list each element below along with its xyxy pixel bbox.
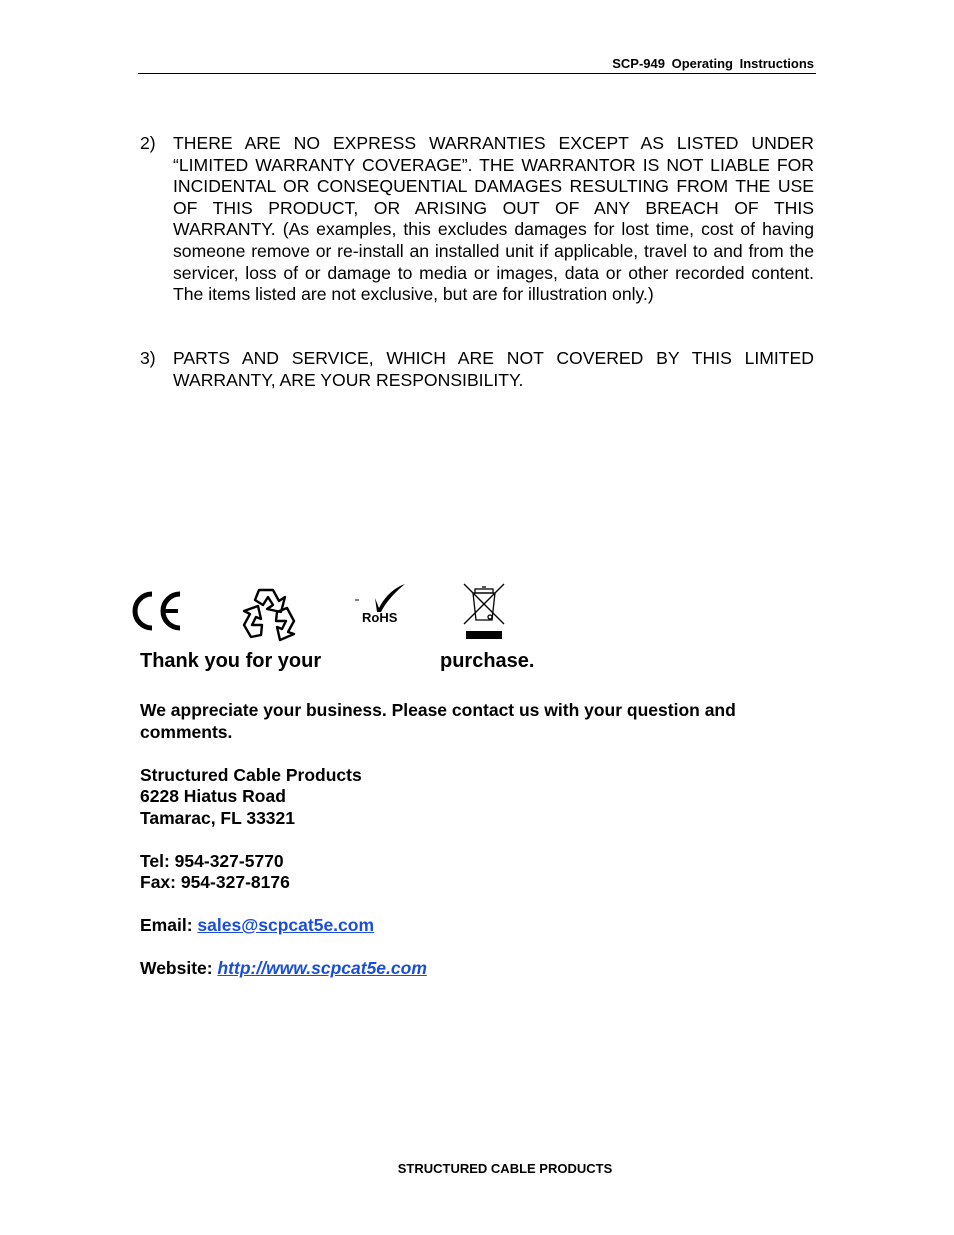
email-label: Email: — [140, 915, 193, 935]
thanks-text-part2: purchase. — [440, 650, 535, 672]
item-text: PARTS AND SERVICE, WHICH ARE NOT COVERED BY THIS LIMITED WARRANTY, ARE YOUR RESPONSIBILITY. — [173, 348, 814, 390]
ce-mark-icon — [128, 588, 188, 634]
fax-text: Fax: 954-327-8176 — [140, 872, 290, 892]
appreciation-text: We appreciate your business. Please contact us with your question and comments. — [140, 700, 736, 742]
company-name: Structured Cable Products — [140, 765, 362, 785]
email-line — [140, 915, 820, 937]
item-number: 3) — [140, 348, 156, 368]
item-number: 2) — [140, 133, 156, 153]
footer-text: STRUCTURED CABLE PRODUCTS — [397, 1161, 613, 1176]
thanks-text-part1: Thank you for your — [140, 650, 322, 672]
warranty-item — [140, 348, 814, 391]
recycle-icon — [237, 584, 301, 644]
email-link[interactable]: sales@scpcat5e.com — [197, 915, 375, 935]
rohs-label: RoHS — [362, 610, 398, 625]
header-divider — [138, 73, 816, 74]
company-city: Tamarac, FL 33321 — [140, 808, 296, 828]
tel-text: Tel: 954-327-5770 — [140, 851, 284, 871]
item-text: THERE ARE NO EXPRESS WARRANTIES EXCEPT AS LISTED UNDER “LIMITED WARRANTY COVERAGE”. THE WARRANTOR IS NOT LIABLE FOR INCIDENTAL OR CONSEQUENTIAL DAMAGES RESULTING FROM THE USE OF THIS PRODUCT, OR ARISING OUT OF ANY BREACH OF THIS WARRANTY. (As examples, this excludes damages for lost time, cost of having someone remove or re-install an installed unit if applicable, travel to and from the servicer, loss of or damage to media or images, data or other recorded content. The items listed are not exclusive, but are for illustration only.) — [173, 133, 814, 305]
warranty-item — [140, 133, 814, 306]
header-title: SCP-949 Operating Instructions — [612, 56, 814, 71]
company-street: 6228 Hiatus Road — [140, 786, 286, 806]
website-line — [140, 958, 820, 980]
weee-bin-icon — [462, 582, 506, 642]
website-label: Website: — [140, 958, 213, 978]
website-link[interactable]: http://www.scpcat5e.com — [217, 958, 427, 978]
